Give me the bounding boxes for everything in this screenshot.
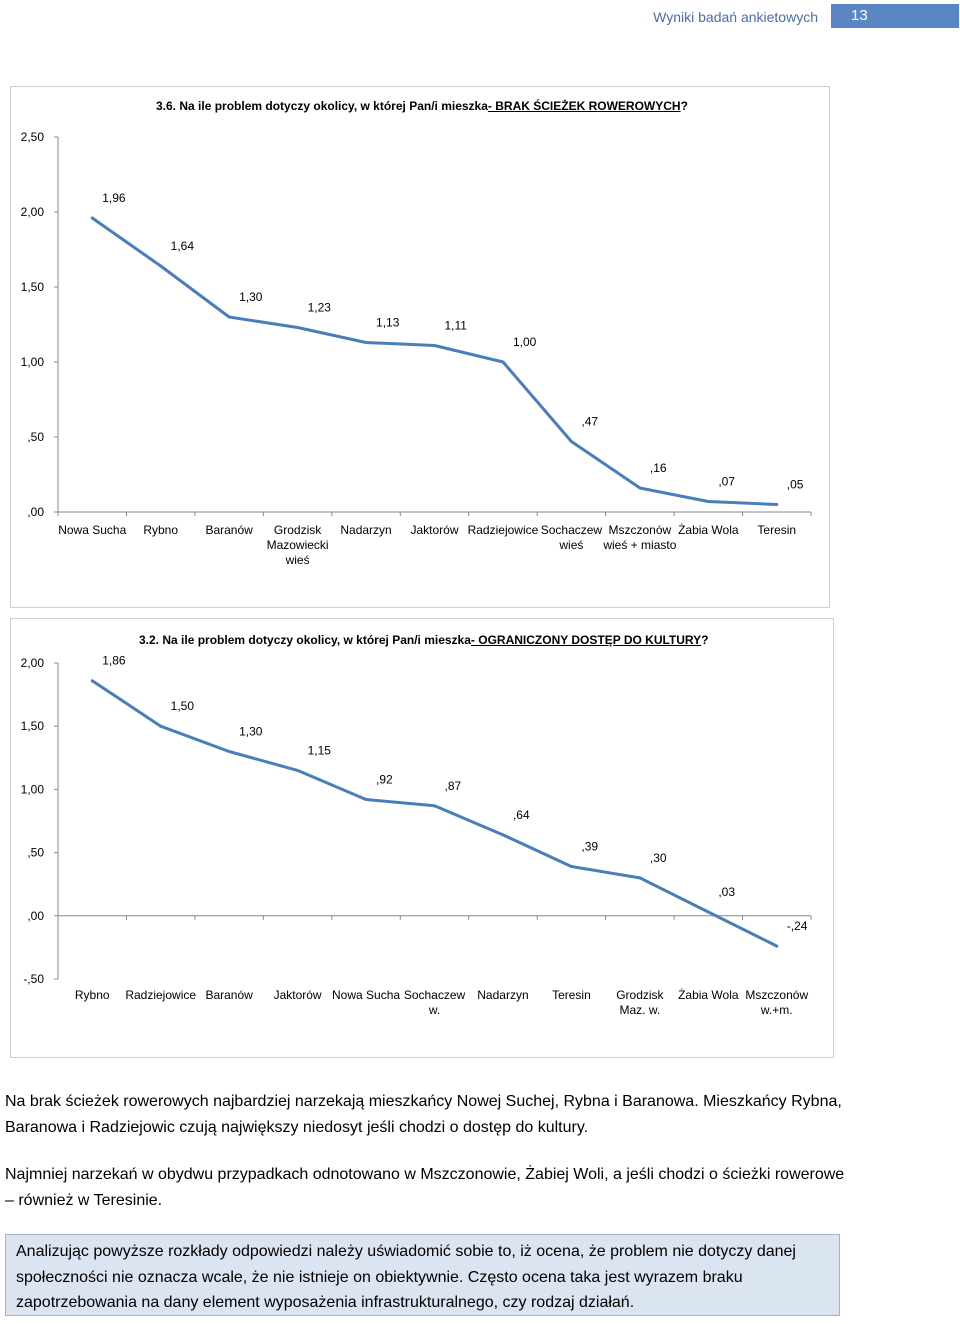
data-point: [296, 769, 299, 772]
data-label: 1,15: [307, 743, 331, 758]
y-tick-label: 2,50: [20, 130, 44, 144]
x-category-label: Sochaczew w.: [403, 988, 466, 1017]
data-point: [775, 945, 778, 948]
series-line: [92, 681, 777, 946]
x-category-label: Nowa Sucha: [58, 523, 127, 537]
x-category-label: Sochaczew wieś: [540, 523, 603, 552]
x-category-label: Jaktorów: [273, 988, 322, 1002]
data-point: [228, 316, 231, 319]
data-label: ,07: [718, 474, 736, 489]
data-point: [638, 876, 641, 879]
data-point: [707, 500, 710, 503]
data-label: ,87: [444, 778, 462, 793]
page-header: [0, 0, 960, 40]
y-tick-label: 1,50: [20, 280, 44, 294]
y-tick-label: ,00: [27, 908, 44, 923]
x-category-label: Rybno: [74, 988, 110, 1002]
chart-title: 3.2. Na ile problem dotyczy okolicy, w której Pan/i mieszka- OGRANICZONY DOSTĘP DO KULTURY?: [139, 633, 709, 647]
data-point: [159, 725, 162, 728]
x-category-label: Nadarzyn: [477, 988, 529, 1002]
data-label: ,16: [649, 461, 667, 475]
x-category-label: Teresin: [552, 988, 591, 1002]
y-tick-label: -,50: [23, 972, 44, 986]
x-category-label: Baranów: [205, 988, 253, 1002]
y-tick-label: ,50: [27, 845, 44, 860]
data-point: [159, 265, 162, 268]
data-point: [91, 217, 94, 220]
data-label: 1,13: [376, 315, 400, 330]
data-label: 1,30: [239, 724, 263, 739]
x-category-label: Mszczonów wieś + miasto: [603, 523, 677, 552]
page-number: 13: [831, 4, 959, 28]
x-category-label: Teresin: [757, 523, 797, 537]
x-category-label: Radziejowice: [125, 988, 197, 1002]
data-label: 1,30: [239, 290, 263, 304]
data-label: ,30: [649, 850, 667, 865]
y-tick-label: 1,00: [20, 355, 44, 369]
data-point: [707, 911, 710, 914]
data-point: [433, 804, 436, 807]
x-category-label: Baranów: [205, 523, 253, 537]
y-tick-label: ,50: [27, 430, 44, 444]
data-label: 1,00: [512, 335, 537, 349]
x-category-label: Jaktorów: [410, 523, 459, 537]
data-label: ,39: [581, 839, 599, 854]
note-box: Analizując powyższe rozkłady odpowiedzi należy uświadomić sobie to, iż ocena, że problem nie dotyczy danej społeczności nie oznacza wcale, że nie istnieje on obiektywnie. Często ocena taka jest wyrazem braku zapotrzebowania na dany element wyposażenia infrastrukturalnego, czy rodzaj działań.: [5, 1234, 840, 1316]
data-point: [433, 344, 436, 347]
y-tick-label: ,00: [27, 505, 44, 519]
data-point: [638, 487, 641, 490]
y-tick-label: 2,00: [20, 205, 44, 219]
chart-svg: [11, 619, 833, 1057]
data-label: 1,23: [307, 300, 331, 315]
data-point: [570, 440, 573, 443]
chart-bike-paths: [10, 86, 830, 608]
y-tick-label: 1,00: [20, 782, 44, 797]
chart-culture-access: [10, 618, 834, 1058]
data-point: [570, 865, 573, 868]
data-point: [228, 750, 231, 753]
data-point: [365, 798, 368, 801]
x-category-label: Żabia Wola: [678, 523, 739, 537]
data-label: ,92: [376, 772, 393, 787]
data-label: ,47: [581, 414, 599, 429]
x-category-label: Żabia Wola: [678, 988, 739, 1002]
data-point: [296, 326, 299, 329]
data-point: [365, 341, 368, 344]
data-label: 1,96: [102, 191, 126, 205]
data-point: [775, 503, 778, 506]
data-label: ,03: [718, 885, 736, 900]
x-category-label: Grodzisk Maz. w.: [616, 988, 664, 1017]
data-label: ,05: [786, 477, 804, 492]
chart-title: 3.6. Na ile problem dotyczy okolicy, w której Pan/i mieszka- BRAK ŚCIEŻEK ROWEROWYCH?: [156, 99, 688, 113]
data-point: [501, 361, 504, 364]
data-point: [501, 833, 504, 836]
chart-svg: [11, 87, 829, 607]
x-category-label: Rybno: [143, 523, 179, 537]
data-label: 1,64: [170, 239, 195, 253]
data-label: -,24: [786, 919, 808, 934]
data-point: [91, 679, 94, 682]
data-label: 1,50: [170, 699, 195, 714]
data-label: ,64: [512, 807, 530, 822]
data-label: 1,11: [444, 318, 467, 333]
paragraph-1: Na brak ścieżek rowerowych najbardziej narzekają mieszkańcy Nowej Suchej, Rybna i Baranowa. Mieszkańcy Rybna, Baranowa i Radziejowic czują największy niedosyt jeśli chodzi o dostęp do kultury.: [5, 1093, 842, 1136]
y-tick-label: 2,00: [20, 656, 44, 670]
paragraph-2: Najmniej narzekań w obydwu przypadkach odnotowano w Mszczonowie, Żabiej Woli, a jeśli chodzi o ścieżki rowerowe – również w Teresinie.: [5, 1166, 845, 1209]
x-category-label: Nowa Sucha: [332, 988, 401, 1002]
x-category-label: Grodzisk Mazowiecki wieś: [266, 523, 329, 567]
x-category-label: Radziejowice: [467, 523, 539, 537]
header-title: Wyniki badań ankietowych: [653, 9, 818, 25]
x-category-label: Nadarzyn: [340, 523, 392, 537]
x-category-label: Mszczonów w.+m.: [745, 988, 809, 1017]
y-tick-label: 1,50: [20, 719, 44, 734]
series-line: [92, 218, 777, 505]
data-label: 1,86: [102, 653, 126, 668]
